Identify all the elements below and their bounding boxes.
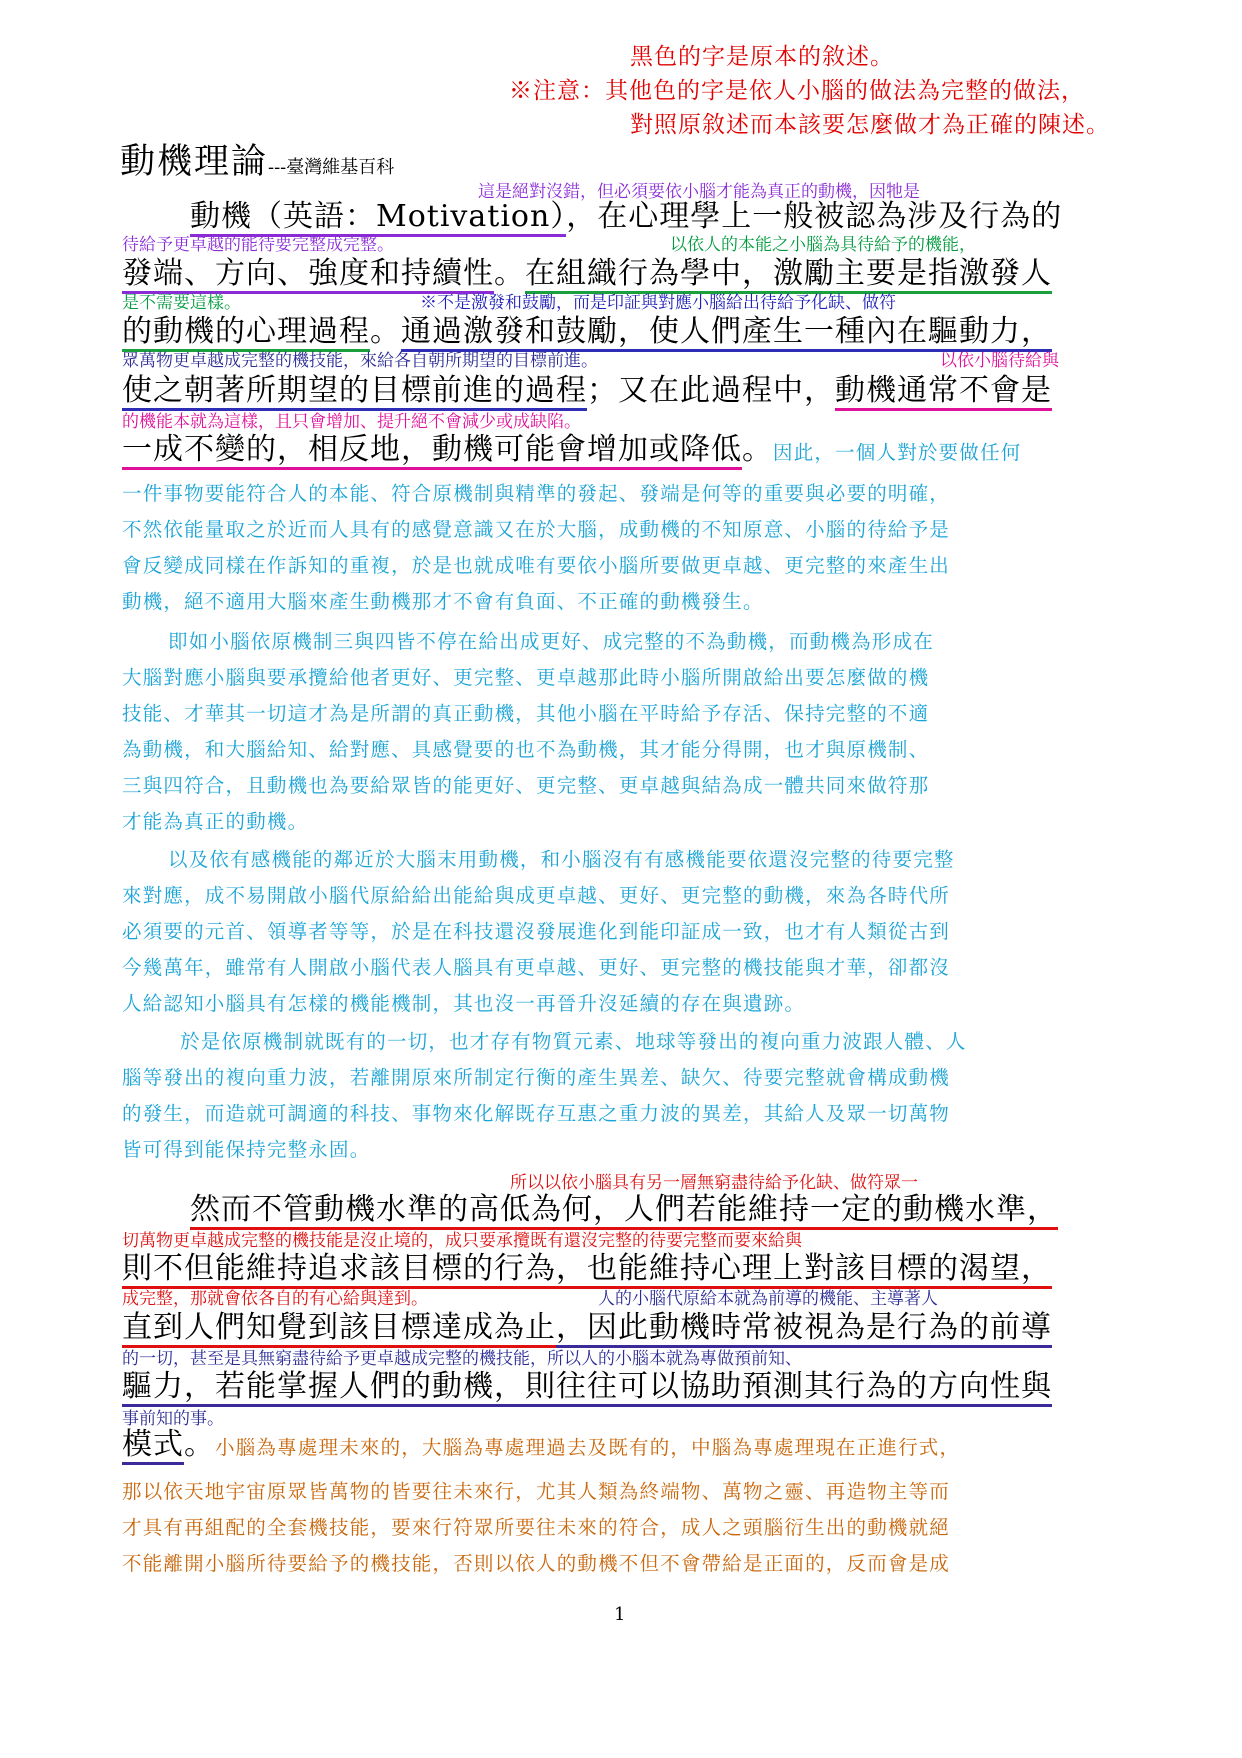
annotation: 小腦為專處理未來的，大腦為專處理過去及既有的，中腦為專處理現在正進行式，	[215, 1436, 961, 1459]
annotation: 以依人的本能之小腦為具待給予的機能，	[670, 235, 976, 255]
original-phrase: 動機（英語：Motivation）	[190, 199, 566, 237]
original-phrase: 使之朝著所期望的目標前進的過程	[122, 373, 587, 411]
original-phrase: ，在心理學上一般被認為涉及行為的	[566, 199, 1063, 234]
original-phrase: 。	[742, 432, 773, 467]
original-phrase: 動機通常不會是	[835, 373, 1052, 411]
original-phrase: ，因此動機時常被視為是行為的前導	[556, 1310, 1052, 1348]
annotation: 這是絕對沒錯，但必須要依小腦才能為真正的動機，因牠是	[478, 182, 920, 202]
annotation: 是不需要這樣。	[122, 293, 241, 313]
paragraph-line: 會反變成同樣在作訴知的重複，於是也就成唯有要依小腦所要做更卓越、更完整的來產生出	[122, 554, 951, 577]
annotation: 人的小腦代原給本就為前導的機能、主導著人	[598, 1289, 938, 1309]
original-phrase: 模式	[122, 1427, 184, 1465]
annotation: 成完整，那就會依各自的有心給與達到。	[122, 1289, 428, 1309]
original-phrase: 。	[494, 256, 525, 291]
annotation: 所以以依小腦具有另一層無窮盡待給予化缺、做符眾一	[510, 1173, 918, 1193]
page-number: 1	[614, 1604, 626, 1625]
paragraph-line: 於是依原機制就既有的一切，也才存有物質元素、地球等發出的複向重力波跟人體、人	[180, 1030, 967, 1053]
original-text-line	[122, 374, 1052, 408]
annotation: 因此，一個人對於要做任何	[773, 441, 1022, 464]
paragraph-line: 三與四符合，且動機也為要給眾皆的能更好、更完整、更卓越與結為成一體共同來做符那	[122, 774, 930, 797]
original-text-line	[190, 1193, 1058, 1227]
paragraph-line: 大腦對應小腦與要承攬給他者更好、更完整、更卓越那此時小腦所開啟給出要怎麼做的機	[122, 666, 930, 689]
original-phrase: 一成不變的，相反地，動機可能會增加或降低	[122, 432, 742, 470]
paragraph-line: 來對應，成不易開啟小腦代原給給出能給與成更卓越、更好、更完整的動機，來為各時代所	[122, 884, 951, 907]
original-phrase: 則不但能維持追求該目標的行為，也能維持心理上對該目標的渴望，	[122, 1251, 1052, 1289]
annotation: 以依小腦待給與	[940, 351, 1059, 371]
annotation: 待給予更卓越的能待要完整成完整。	[122, 235, 394, 255]
page-title	[120, 134, 394, 184]
annotation: 切萬物更卓越成完整的機技能是沒止境的，成只要承攬既有還沒完整的待要完整而要來給與	[122, 1231, 802, 1251]
paragraph-line: 以及依有感機能的鄰近於大腦末用動機，和小腦沒有有感機能要依還沒完整的待要完整	[168, 848, 955, 871]
annotation-paragraph	[122, 476, 1122, 620]
paragraph-line: 必須要的元首、領導者等等，於是在科技還沒發展進化到能印証成一致，也才有人類從古到	[122, 920, 951, 943]
original-text-line	[122, 433, 1021, 467]
note-line-3: 對照原敘述而本該要怎麼做才為正確的陳述。	[630, 112, 1110, 138]
paragraph-line: 才具有再組配的全套機技能，要來行符眾所要往未來的符合，成人之頭腦衍生出的動機就絕	[122, 1516, 951, 1539]
original-text-line	[122, 1252, 1052, 1286]
paragraph-line: 不能離開小腦所待要給予的機技能，否則以依人的動機不但不會帶給是正面的，反而會是成	[122, 1552, 951, 1575]
annotation-paragraph	[122, 1474, 1122, 1582]
paragraph-line: 今幾萬年，雖常有人開啟小腦代表人腦具有更卓越、更好、更完整的機技能與才華，卻都沒	[122, 956, 951, 979]
title-source: ---臺灣維基百科	[268, 157, 395, 178]
paragraph-line: 人給認知小腦具有怎樣的機能機制，其也沒一再晉升沒延續的存在與遺跡。	[122, 992, 806, 1015]
original-phrase: 驅力，若能掌握人們的動機，則往往可以協助預測其行為的方向性與	[122, 1369, 1052, 1407]
paragraph-line: 一件事物要能符合人的本能、符合原機制與精準的發起、發端是何等的重要與必要的明確，	[122, 482, 951, 505]
annotation: 的一切，甚至是具無窮盡待給予更卓越成完整的機技能，所以人的小腦本就為專做預前知、	[122, 1349, 802, 1369]
paragraph-line: 為動機，和大腦給知、給對應、具感覺要的也不為動機，其才能分得開，也才與原機制、	[122, 738, 930, 761]
paragraph-line: 才能為真正的動機。	[122, 810, 309, 833]
annotation-paragraph	[122, 842, 1122, 1022]
paragraph-line: 不然依能量取之於近而人具有的感覺意識又在於大腦，成動機的不知原意、小腦的待給予是	[122, 518, 951, 541]
annotation: 眾萬物更卓越成完整的機技能，來給各自朝所期望的目標前進。	[122, 351, 598, 371]
original-phrase: 。	[370, 314, 401, 349]
paragraph-line: 技能、才華其一切這才為是所謂的真正動機，其他小腦在平時給予存活、保持完整的不適	[122, 702, 930, 725]
title-main: 動機理論	[120, 142, 269, 182]
paragraph-line: 皆可得到能保持完整永固。	[122, 1138, 371, 1161]
annotation: 的機能本就為這樣，且只會增加、提升絕不會減少或成缺陷。	[122, 412, 581, 432]
note-line-1: 黑色的字是原本的敘述。	[630, 44, 894, 70]
original-text-line	[122, 315, 1052, 349]
original-text-line	[122, 1311, 1052, 1345]
original-phrase: 通過激發和鼓勵，使人們產生一種內在驅動力，	[401, 314, 1052, 352]
original-text-line	[122, 257, 1052, 291]
original-phrase: 在組織行為學中，激勵主要是指激發人	[525, 256, 1052, 294]
original-phrase: 發端、方向、強度和持續性	[122, 256, 494, 294]
paragraph-line: 那以依天地宇宙原眾皆萬物的皆要往未來行，尤其人類為終端物、萬物之靈、再造物主等而	[122, 1480, 951, 1503]
paragraph-line: 腦等發出的複向重力波，若離開原來所制定行衡的產生異差、缺欠、待要完整就會構成動機	[122, 1066, 951, 1089]
annotation: 事前知的事。	[122, 1409, 224, 1429]
original-text-line	[122, 1370, 1052, 1404]
original-phrase: ；又在此過程中，	[587, 373, 835, 408]
paragraph-line: 動機，絕不適用大腦來產生動機那才不會有負面、不正確的動機發生。	[122, 590, 764, 613]
original-text-line	[190, 200, 1062, 234]
annotation: ※不是激發和鼓勵，而是印証與對應小腦給出待給予化缺、做符	[420, 293, 896, 313]
note-line-2: ※注意：其他色的字是依人小腦的做法為完整的做法，	[509, 78, 1085, 104]
annotation-paragraph	[122, 1024, 1122, 1168]
annotation-paragraph	[122, 624, 1122, 840]
original-phrase: 的動機的心理過程	[122, 314, 370, 352]
original-phrase: 。	[184, 1427, 215, 1462]
original-phrase: 直到人們知覺到該目標達成為止	[122, 1310, 556, 1348]
paragraph-line: 即如小腦依原機制三與四皆不停在給出成更好、成完整的不為動機，而動機為形成在	[168, 630, 934, 653]
original-text-line	[122, 1428, 960, 1462]
original-phrase: 然而不管動機水準的高低為何，人們若能維持一定的動機水準，	[190, 1192, 1058, 1230]
paragraph-line: 的發生，而造就可調適的科技、事物來化解既存互惠之重力波的異差，其給人及眾一切萬物	[122, 1102, 951, 1125]
